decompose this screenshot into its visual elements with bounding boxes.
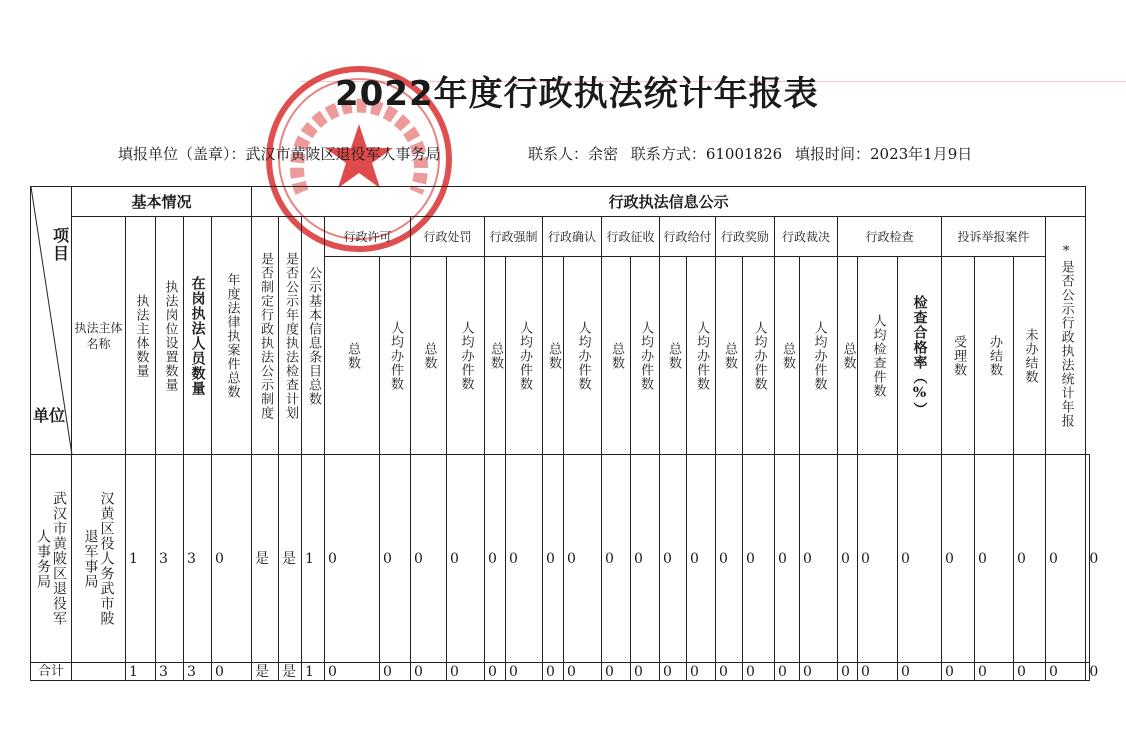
total-label: 总数 xyxy=(722,341,737,370)
value-cell: 0 xyxy=(380,663,411,681)
value-cell: 0 xyxy=(447,455,485,663)
unit-info xyxy=(118,143,441,164)
penalty-avg-header xyxy=(447,257,485,455)
levy-total-header xyxy=(602,257,631,455)
total-label: 总数 xyxy=(488,341,503,370)
subject-cell xyxy=(72,455,126,663)
yearly-report-label: *是否公示行政执法统计年报 xyxy=(1058,243,1074,428)
payment-group-header: 行政给付 xyxy=(660,217,716,257)
payment-total-header xyxy=(660,257,687,455)
value-cell: 0 xyxy=(1046,455,1086,663)
info-total-header xyxy=(302,217,325,455)
value-cell: 3 xyxy=(184,455,212,663)
accepted-header xyxy=(942,257,975,455)
has-plan-header xyxy=(279,217,302,455)
unit-value: 武汉市黄陂区退役军人事务局 xyxy=(245,145,441,163)
time-value: 2023年1月9日 xyxy=(869,145,973,163)
value-cell: 0 xyxy=(506,455,543,663)
value-cell: 0 xyxy=(942,455,975,663)
value-cell: 0 xyxy=(1086,663,1090,681)
subject-count-label: 执法主体数量 xyxy=(133,293,149,378)
cases-total-label: 年度法律执案件总数 xyxy=(224,272,240,399)
value-cell: 0 xyxy=(325,663,380,681)
total-label: 总数 xyxy=(609,341,624,370)
levy-group-header: 行政征收 xyxy=(602,217,660,257)
value-cell: 0 xyxy=(411,455,447,663)
confirm-total-header xyxy=(543,257,564,455)
value-cell: 是 xyxy=(279,663,302,681)
value-cell: 0 xyxy=(743,455,775,663)
total-label: 总数 xyxy=(840,341,856,370)
value-cell: 0 xyxy=(380,455,411,663)
value-cell: 0 xyxy=(1014,663,1046,681)
avg-label: 人均办件数 xyxy=(638,320,653,391)
inspect-group-header: 行政检查 xyxy=(838,217,942,257)
total-label: 总数 xyxy=(421,341,437,370)
value-cell: 0 xyxy=(325,455,380,663)
value-cell: 0 xyxy=(1086,455,1090,663)
license-avg-header xyxy=(380,257,411,455)
value-cell: 0 xyxy=(898,663,942,681)
basic-info-header: 基本情况 xyxy=(72,187,252,217)
value-cell: 0 xyxy=(485,455,506,663)
value-cell: 1 xyxy=(126,455,156,663)
reward-avg-header xyxy=(743,257,775,455)
ruling-avg-header xyxy=(800,257,838,455)
public-info-header: 行政执法信息公示 xyxy=(252,187,1086,217)
value-cell: 0 xyxy=(975,663,1014,681)
ruling-total-header xyxy=(775,257,800,455)
value-cell: 0 xyxy=(898,455,942,663)
unclosed-label: 未办结数 xyxy=(1022,327,1038,384)
post-count-label: 执法岗位设置数量 xyxy=(162,279,178,392)
accepted-label: 受理数 xyxy=(951,334,966,377)
subject-count-header xyxy=(126,217,156,455)
unit-label-header: 单位 xyxy=(33,406,66,425)
value-cell: 0 xyxy=(506,663,543,681)
has-system-label: 是否制定行政执法公示制度 xyxy=(258,251,273,420)
page-title: 2022年度行政执法统计年报表 xyxy=(335,74,819,114)
value-cell: 0 xyxy=(564,663,602,681)
contact-value: 余密 xyxy=(588,145,619,163)
contact-info xyxy=(528,143,972,164)
value-cell: 0 xyxy=(1046,663,1086,681)
value-cell: 是 xyxy=(252,663,279,681)
value-cell: 0 xyxy=(602,663,631,681)
inspect-avg-header xyxy=(858,257,898,455)
value-cell: 0 xyxy=(743,663,775,681)
value-cell: 0 xyxy=(564,455,602,663)
subject-cell xyxy=(72,663,126,681)
closed-label: 办结数 xyxy=(987,334,1002,377)
total-label: 总数 xyxy=(666,341,681,370)
value-cell: 0 xyxy=(543,455,564,663)
value-cell: 0 xyxy=(800,455,838,663)
coercion-total-header xyxy=(485,257,506,455)
coercion-group-header: 行政强制 xyxy=(485,217,543,257)
value-cell: 0 xyxy=(858,663,898,681)
value-cell: 3 xyxy=(156,663,184,681)
value-cell: 0 xyxy=(775,663,800,681)
unclosed-header xyxy=(1014,257,1046,455)
unit-label: 填报单位（盖章）： xyxy=(118,145,246,163)
value-cell: 1 xyxy=(302,455,325,663)
value-cell: 0 xyxy=(775,455,800,663)
unit-cell xyxy=(31,455,72,663)
coercion-avg-header xyxy=(506,257,543,455)
time-label: 填报时间： xyxy=(794,145,870,163)
total-label: 总数 xyxy=(345,341,360,370)
ruling-group-header: 行政裁决 xyxy=(775,217,838,257)
statistics-table xyxy=(30,186,1099,681)
avg-label: 人均办件数 xyxy=(751,320,767,391)
value-cell: 0 xyxy=(687,455,716,663)
license-total-header xyxy=(325,257,380,455)
value-cell: 0 xyxy=(687,663,716,681)
value-cell: 0 xyxy=(716,455,743,663)
value-cell: 1 xyxy=(302,663,325,681)
table-row xyxy=(31,455,1090,663)
pass-rate-label: 检查合格率（%） xyxy=(911,294,928,417)
phone-label: 联系方式： xyxy=(630,145,706,163)
value-cell: 0 xyxy=(660,663,687,681)
staff-count-header xyxy=(184,217,212,455)
value-cell: 0 xyxy=(942,663,975,681)
levy-avg-header xyxy=(631,257,660,455)
confirm-avg-header xyxy=(564,257,602,455)
value-cell: 0 xyxy=(838,455,858,663)
avg-label: 人均办件数 xyxy=(517,320,532,391)
payment-avg-header xyxy=(687,257,716,455)
inspect-total-header xyxy=(838,257,858,455)
value-cell: 0 xyxy=(838,663,858,681)
avg-label: 人均办件数 xyxy=(694,320,709,391)
total-label: 总数 xyxy=(546,341,561,370)
value-cell: 0 xyxy=(212,663,252,681)
subject-name: 汉黄区役人务武市陂退军事局 xyxy=(82,491,115,626)
post-count-header xyxy=(156,217,184,455)
value-cell: 0 xyxy=(602,455,631,663)
has-system-header xyxy=(252,217,279,455)
value-cell: 0 xyxy=(447,663,485,681)
unit-name: 武汉市黄陂区退役军人事务局 xyxy=(35,491,67,626)
avg-label: 人均办件数 xyxy=(458,320,474,391)
has-plan-label: 是否公示年度执法检查计划 xyxy=(283,251,298,420)
project-label: 项目 xyxy=(53,226,70,263)
corner-header-cell xyxy=(31,187,72,455)
value-cell: 0 xyxy=(631,455,660,663)
value-cell: 0 xyxy=(858,455,898,663)
complaint-group-header: 投诉举报案件 xyxy=(942,217,1046,257)
subject-name-header: 执法主体名称 xyxy=(72,217,126,455)
phone-value: 61001826 xyxy=(705,145,783,163)
staff-count-label: 在岗执法人员数量 xyxy=(189,275,206,396)
value-cell: 0 xyxy=(716,663,743,681)
avg-label: 人均办件数 xyxy=(811,320,827,391)
value-cell: 1 xyxy=(126,663,156,681)
value-cell: 是 xyxy=(279,455,302,663)
value-cell: 0 xyxy=(660,455,687,663)
value-cell: 3 xyxy=(184,663,212,681)
value-cell: 0 xyxy=(1014,455,1046,663)
avg-label: 人均办件数 xyxy=(388,320,403,391)
penalty-total-header xyxy=(411,257,447,455)
contact-label: 联系人： xyxy=(528,145,589,163)
total-label: 总数 xyxy=(780,341,795,370)
yearly-report-header xyxy=(1046,217,1086,455)
reward-total-header xyxy=(716,257,743,455)
value-cell: 是 xyxy=(252,455,279,663)
table-row-total xyxy=(31,663,1090,681)
value-cell: 0 xyxy=(212,455,252,663)
value-cell: 0 xyxy=(485,663,506,681)
reward-group-header: 行政奖励 xyxy=(716,217,775,257)
value-cell: 3 xyxy=(156,455,184,663)
value-cell: 0 xyxy=(975,455,1014,663)
penalty-group-header: 行政处罚 xyxy=(411,217,485,257)
confirm-group-header: 行政确认 xyxy=(543,217,602,257)
closed-header xyxy=(975,257,1014,455)
avg-label: 人均办件数 xyxy=(575,320,591,391)
total-label-cell: 合计 xyxy=(31,663,72,681)
info-total-label: 公示基本信息条目总数 xyxy=(306,265,321,406)
value-cell: 0 xyxy=(800,663,838,681)
value-cell: 0 xyxy=(543,663,564,681)
pass-rate-header xyxy=(898,257,942,455)
avg-inspect-label: 人均检查件数 xyxy=(870,313,886,398)
value-cell: 0 xyxy=(411,663,447,681)
value-cell: 0 xyxy=(631,663,660,681)
license-group-header: 行政许可 xyxy=(325,217,411,257)
cases-total-header xyxy=(212,217,252,455)
